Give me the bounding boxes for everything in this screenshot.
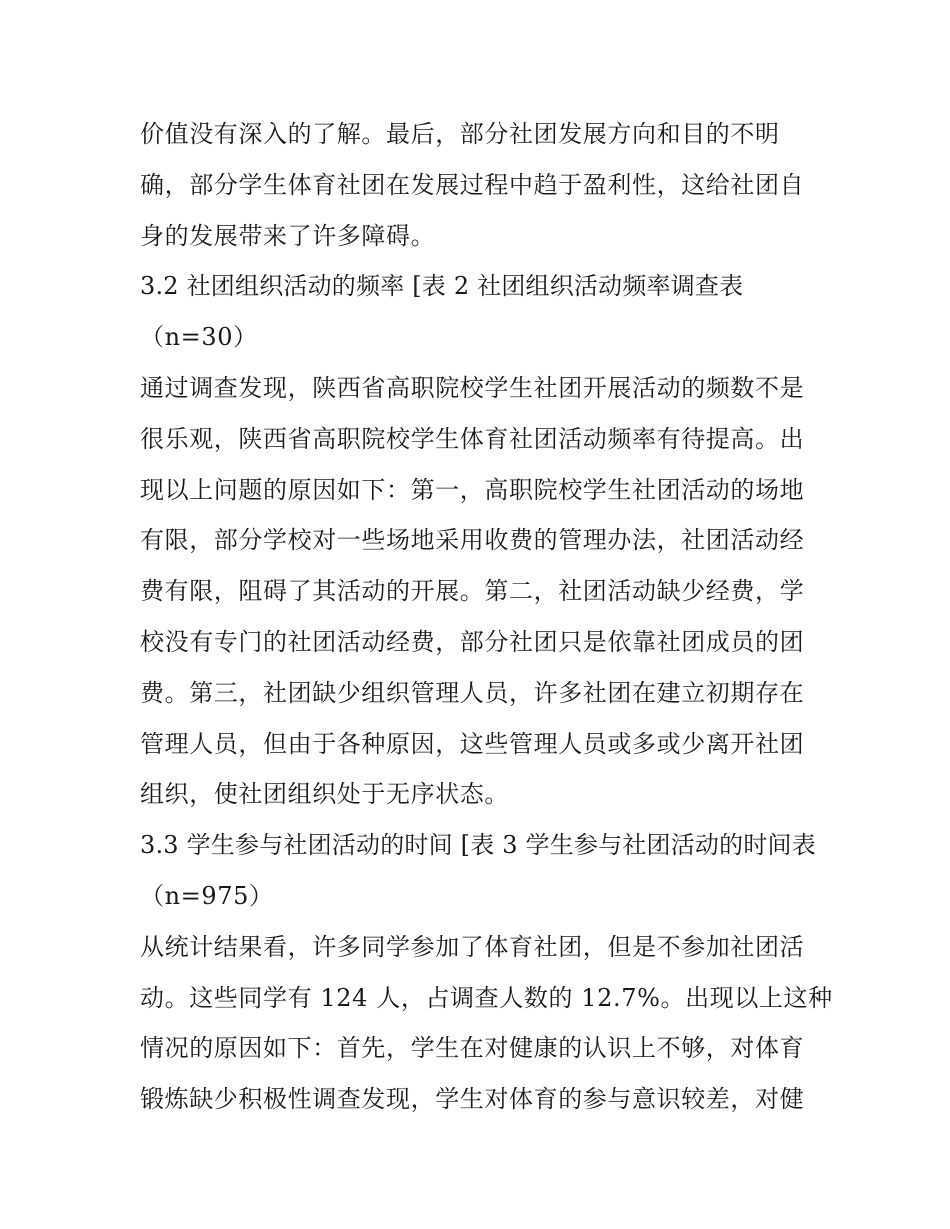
paragraph-line: 锻炼缺少积极性调查发现，学生对体育的参与意识较差，对健 — [140, 1085, 805, 1114]
paragraph-line: 组织，使社团组织处于无序状态。 — [140, 780, 509, 809]
table-sample-size: （n=30） — [140, 323, 258, 352]
paragraph-line: 费。第三，社团缺少组织管理人员，许多社团在建立初期存在 — [140, 678, 805, 707]
paragraph-line: 从统计结果看，许多同学参加了体育社团，但是不参加社团活 — [140, 932, 805, 961]
paragraph-line: 确，部分学生体育社团在发展过程中趋于盈利性，这给社团自 — [140, 170, 805, 199]
paragraph-line: 情况的原因如下：首先，学生在对健康的认识上不够，对体育 — [140, 1034, 805, 1063]
section-heading-3-3: 3.3 学生参与社团活动的时间 [表 3 学生参与社团活动的时间表 — [140, 831, 816, 860]
paragraph-line: 价值没有深入的了解。最后，部分社团发展方向和目的不明 — [140, 120, 780, 148]
paragraph-line: 很乐观，陕西省高职院校学生体育社团活动频率有待提高。出 — [140, 424, 805, 453]
paragraph-line: 动。这些同学有 124 人，占调查人数的 12.7%。出现以上这种 — [140, 983, 833, 1012]
paragraph-line: 费有限，阻碍了其活动的开展。第二，社团活动缺少经费，学 — [140, 577, 805, 606]
paragraph-line: 通过调查发现，陕西省高职院校学生社团开展活动的频数不是 — [140, 373, 805, 402]
paragraph-line: 现以上问题的原因如下：第一，高职院校学生社团活动的场地 — [140, 475, 805, 504]
document-body — [140, 109, 833, 1125]
paragraph-line: 校没有专门的社团活动经费，部分社团只是依靠社团成员的团 — [140, 627, 805, 656]
paragraph-line: 管理人员，但由于各种原因，这些管理人员或多或少离开社团 — [140, 729, 805, 758]
section-heading-3-2: 3.2 社团组织活动的频率 [表 2 社团组织活动频率调查表 — [140, 272, 744, 301]
paragraph-line: 身的发展带来了许多障碍。 — [140, 221, 436, 250]
table-sample-size: （n=975） — [140, 881, 274, 910]
paragraph-line: 有限，部分学校对一些场地采用收费的管理办法，社团活动经 — [140, 526, 805, 555]
